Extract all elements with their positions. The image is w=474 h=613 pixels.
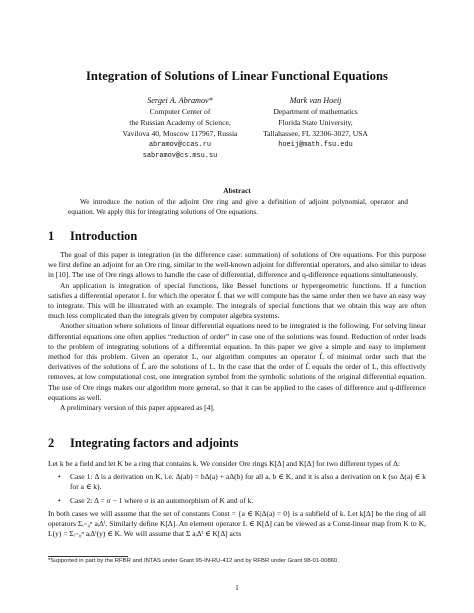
- footnote: *Supported in part by the RFBR and INTAS under Grant 95-IN-RU-412 and by RFBR under Grant 98-01-00860.: [48, 558, 339, 564]
- introduction-body: [48, 250, 426, 413]
- list-item-text: Case 1: Δ is a derivation on K, i.e. Δ(ab) = bΔ(a) + aΔ(b) for all a, b ∈ K, and it is also a derivation on k (so Δ(a) ∈ k for a ∈ k).: [70, 472, 426, 492]
- paragraph: An application is integration of special functions, like Bessel functions or hypergeometric functions. If a function satisfies a differential operator L for which the operator L̃ that we will compute has the same order then we have an easy way to integrate. This will be illustrated with an example. The integrals of special functions that we obtain this way are often much less complicated than the integrals given by computer algebra systems.: [48, 280, 426, 321]
- section-heading-integrating-factors: [48, 436, 238, 451]
- list-item: [48, 472, 426, 492]
- abstract-text: We introduce the notion of the adjoint Ore ring and give a definition of adjoint polynomial, operator and equation. We apply this for integrating solutions of Ore equations.: [68, 198, 408, 216]
- section-title: Integrating factors and adjoints: [70, 436, 239, 450]
- affiliation-line: Department of mathematics: [273, 106, 358, 116]
- paragraph: In both cases we will assume that the set of constants Const = {a ∈ K|Δ(a) = 0} is a subfield of k. Let k[Δ] be the ring of all operators Σᵢ₌₀ⁿ aᵢΔⁱ. Similarly define K[Δ]. An element operator L ∈ K[Δ] can be viewed as a Const-linear map from K to K, L(y) = Σᵢ₌₀ⁿ aᵢΔⁱ(y) ∈ K. We will assume that Σ aᵢΔⁱ ∈ K[Δ] acts: [48, 508, 426, 539]
- author-name: Sergei A. Abramov*: [147, 96, 213, 105]
- paragraph: A preliminary version of this paper appeared as [4].: [60, 403, 215, 413]
- affiliation-line: Florida State University,: [278, 117, 353, 127]
- case-list: [48, 472, 426, 506]
- bullet-icon: •: [58, 495, 61, 505]
- section2-body: [48, 459, 426, 539]
- bullet-icon: •: [58, 472, 61, 482]
- paragraph: Another situation where solutions of linear differential equations need to be integrated is the following. For solving linear differential equations one often applies “reduction of order” in case one of the solutions was found. Reduction of order leads to the problem of integrating solutions of a differential equation. In this paper we give a simple and easy to implement method for this problem. Given an operator L, our algorithm computes an operator L̃ of minimal order such that the derivatives of the solutions of L̃ are the solutions of L. In the case that the order of L̃ equals the order of L, this effectively removes, at low computational cost, one integration symbol from the symbolic solutions of the original differential equation. The use of Ore rings makes our algorithm more general, so that it can be applied to the cases of difference and q-difference equations as well.: [48, 321, 426, 402]
- list-item-text: Case 2: Δ = σ − 1 where σ is an automorphism of K and of k.: [70, 495, 254, 505]
- author-block-2: [238, 96, 393, 151]
- footnote-rule: [48, 556, 128, 557]
- affiliation-line: Computer Center of: [149, 106, 211, 116]
- author-email: hoeij@math.fsu.edu: [278, 140, 353, 149]
- paragraph: Let k be a field and let K be a ring that contains k. We consider Ore rings K[Δ] and K[Δ] for two different types of Δ:: [48, 459, 401, 468]
- section-number: 2: [48, 436, 55, 450]
- affiliation-line: Tallahassee, FL 32306-3027, USA: [263, 128, 368, 138]
- abstract-heading: Abstract: [223, 186, 251, 195]
- author-block-1: [105, 96, 255, 161]
- author-email: sabramov@cs.msu.su: [142, 151, 218, 160]
- list-item: [48, 496, 426, 506]
- paragraph: The goal of this paper is integration (in the difference case: summation) of solutions of Ore equations. For this purpose we first define an adjoint for an Ore ring, similar to the well-known adjoint for differential operators, and also similar to ideas in [10]. The use of Ore rings allows to handle the case of differential, difference and q-difference equations simultaneously.: [48, 250, 426, 280]
- affiliation-line: Vavilova 40, Moscow 117967, Russia: [122, 128, 238, 138]
- affiliation-line: the Russian Academy of Science,: [129, 117, 231, 127]
- page-number: 1: [235, 583, 239, 592]
- section-heading-introduction: [48, 229, 137, 244]
- section-title: Introduction: [70, 229, 138, 243]
- paper-title: Integration of Solutions of Linear Functional Equations: [85, 69, 389, 83]
- author-name: Mark van Hoeij: [289, 96, 342, 105]
- section-number: 1: [48, 229, 55, 243]
- author-email: abramov@ccas.ru: [148, 140, 212, 149]
